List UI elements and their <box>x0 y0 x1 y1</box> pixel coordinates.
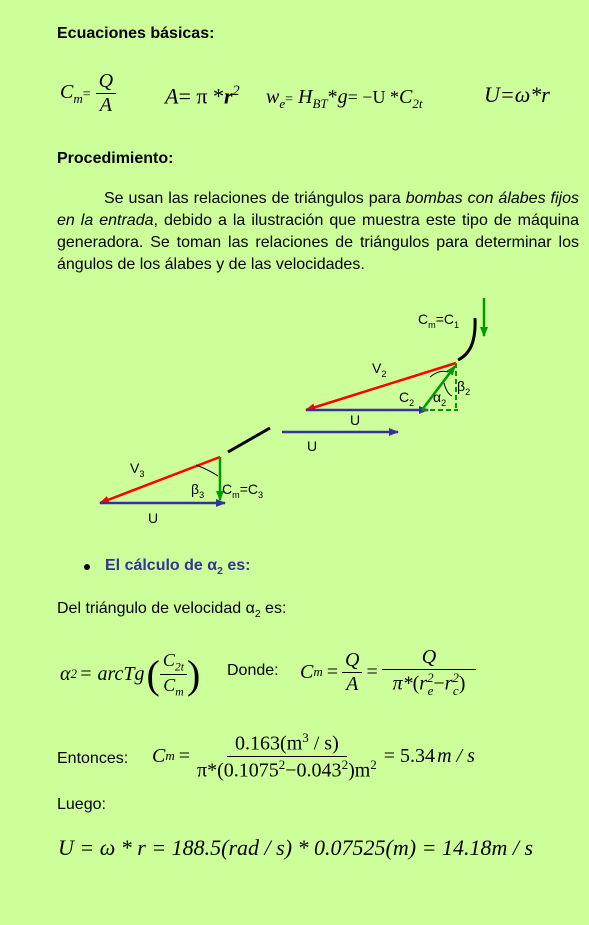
blade-top <box>458 318 475 360</box>
equation-cm: $C_m=$ $\frac{Q}{A}$ <box>60 70 116 117</box>
equation-u: U=ω*r <box>484 82 550 107</box>
label-cm-c3: $C_m=C_3$ <box>222 481 264 500</box>
bullet-icon <box>84 564 90 570</box>
triangle-text: Del triángulo de velocidad $\alpha_2$ es: <box>57 600 287 621</box>
cm-area-equation: C m = $\frac{Q}{A}$ = $\frac{Q}{\pi*(r^2_e-r^2_c)}$ <box>300 646 476 699</box>
label-u-mid: U <box>307 438 318 454</box>
donde-label: Donde: <box>227 662 279 679</box>
procedure-paragraph: Se usan las relaciones de triángulos para bombas con álabes fijos en la entrada, debido a la ilustración que muestra este tipo de máquina generadora. Se toman las relaciones de triángulos para determinar los ángulos de los álabes y de las velocidades. <box>57 190 580 273</box>
label-beta3: $\beta_3$ <box>191 481 205 500</box>
label-u-bottom: U <box>148 510 159 526</box>
label-cm-c1: $C_m=C_1$ <box>418 311 460 330</box>
bullet-alpha2: El cálculo de $\alpha_2$ es: <box>105 557 251 578</box>
section-title: Ecuaciones básicas: <box>57 25 215 42</box>
label-alpha2: $\alpha_2$ <box>433 389 447 408</box>
blade-middle <box>228 428 270 452</box>
velocity-triangle-diagram <box>0 290 589 540</box>
cm-calculation: C m = $\frac{0.163(m^3 / s)}{\pi*(0.1075^2-0.043^2)m^2}$ = 5.34 m / s <box>152 730 475 782</box>
entonces-label: Entonces: <box>57 750 129 767</box>
equation-work: $w_e= H_{BT}*g= -U$ $*C_{2t}$ <box>266 86 423 111</box>
procedure-heading: Procedimiento: <box>57 150 174 167</box>
label-beta2: $\beta_2$ <box>457 378 471 397</box>
label-u-top: U <box>350 412 361 428</box>
equation-area: A= π $*r^2$ <box>165 83 240 109</box>
u-calculation: U = ω * r = 188.5(rad / s) * 0.07525(m) = 14.18m / s <box>58 835 534 860</box>
luego-label: Luego: <box>57 796 106 813</box>
label-v2: $V_2$ <box>372 360 387 379</box>
label-c2: $C_2$ <box>399 389 415 408</box>
label-v3: $V_3$ <box>130 460 145 479</box>
alpha2-equation: α 2 = arcTg ( $\frac{C_{2t}}{C_m}$ ) <box>60 650 201 699</box>
